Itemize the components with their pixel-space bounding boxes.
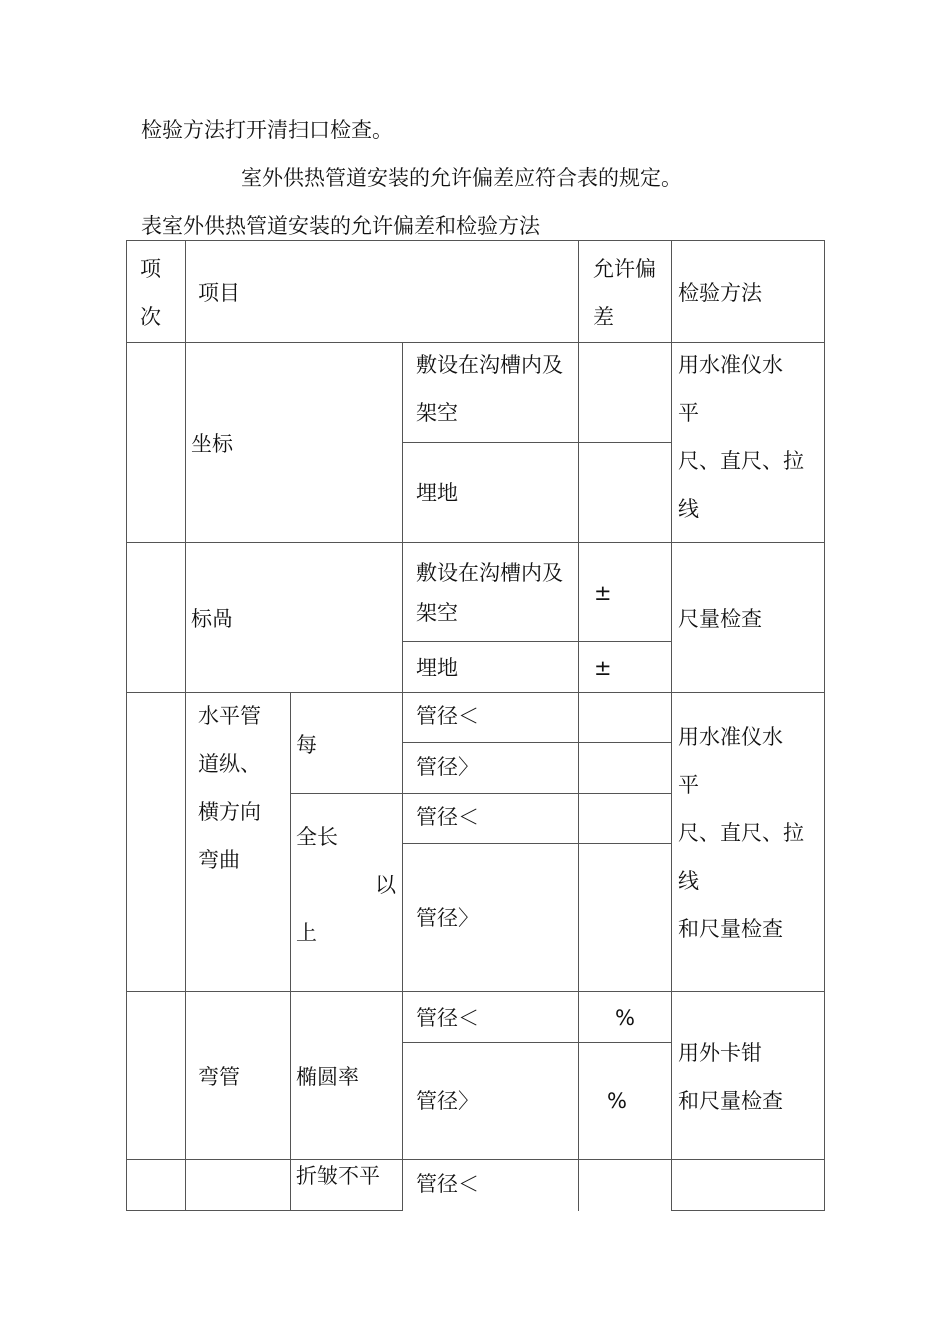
diameter-label: 管径＜: [416, 1172, 479, 1196]
sub-buried: 埋地: [416, 656, 458, 680]
method-measure: 尺量检查: [678, 607, 762, 631]
method-level-measure: 用水准仪水 平 尺、直尺、拉 线 和尺量检查: [678, 725, 804, 941]
sub-trench-overhead: 敷设在沟槽内及 架空: [416, 353, 563, 425]
tolerance-value: ±: [594, 656, 612, 680]
sub-total-length: 全长: [296, 825, 338, 849]
tolerance-value: %: [615, 1006, 635, 1030]
item-elevation: 标咼: [191, 607, 233, 631]
header-index: 项 次: [140, 257, 161, 329]
row-divider: [290, 793, 671, 794]
row-divider: [402, 442, 671, 443]
row-divider: [402, 641, 671, 642]
diameter-label: 管径〉: [416, 1089, 479, 1113]
row-divider: [402, 843, 671, 844]
paragraph-text: 室外供热管道安装的允许偏差应符合表的规定。: [241, 166, 682, 190]
col-divider: [671, 240, 672, 1211]
header-method: 检验方法: [678, 281, 762, 305]
sub-total-length: 上: [296, 921, 317, 945]
sub-ovality: 椭圆率: [296, 1065, 359, 1089]
table-border-left: [126, 240, 127, 1211]
method-level: 用水准仪水 平 尺、直尺、拉 线: [678, 353, 804, 521]
diameter-label: 管径〉: [416, 755, 479, 779]
row-divider: [671, 1210, 825, 1211]
table-title: 表室外供热管道安装的允许偏差和检验方法: [141, 214, 540, 238]
table-border-right: [824, 240, 825, 1211]
sub-buried: 埋地: [416, 481, 458, 505]
item-pipe-bend: 水平管 道纵、 横方向 弯曲: [198, 704, 261, 872]
diameter-label: 管径＜: [416, 1006, 479, 1030]
diameter-label: 管径＜: [416, 805, 479, 829]
item-coordinate: 坐标: [191, 432, 233, 456]
header-item: 项目: [198, 281, 240, 305]
sub-each: 每: [296, 733, 317, 757]
tolerance-value: ±: [594, 581, 612, 605]
col-divider: [402, 342, 403, 1211]
sub-trench-overhead: 敷设在沟槽内及 架空: [416, 561, 563, 625]
header-tolerance: 允许偏 差: [593, 257, 656, 329]
sub-wrinkle: 折皱不平: [296, 1164, 380, 1188]
row-divider: [402, 1042, 671, 1043]
tolerance-value: %: [607, 1089, 627, 1113]
table-border-top: [126, 240, 825, 241]
col-divider: [290, 692, 291, 1211]
intro-text: 检验方法打开清扫口检查。: [141, 118, 393, 142]
row-divider: [126, 991, 825, 992]
diameter-label: 管径＜: [416, 704, 479, 728]
row-divider: [126, 542, 825, 543]
item-bent-pipe: 弯管: [198, 1065, 240, 1089]
col-divider: [578, 240, 579, 1211]
sub-total-length: 以: [375, 873, 396, 897]
col-divider: [185, 240, 186, 1211]
row-divider: [126, 1210, 402, 1211]
diameter-label: 管径〉: [416, 906, 479, 930]
method-caliper: 用外卡钳 和尺量检查: [678, 1041, 783, 1113]
